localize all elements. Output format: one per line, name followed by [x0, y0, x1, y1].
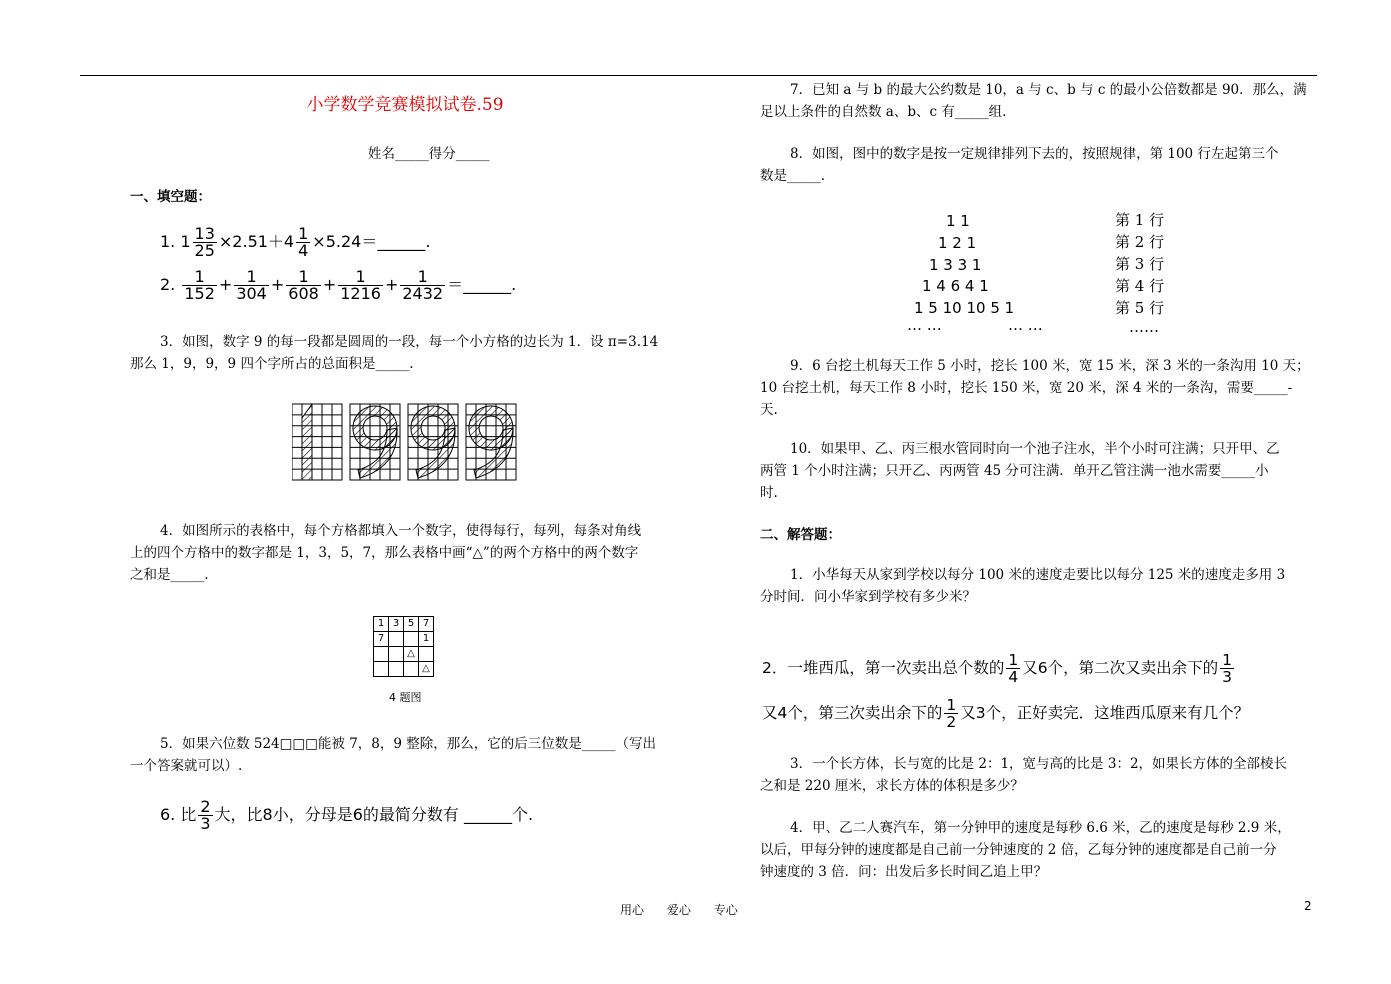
- figure-4-grid: 1 3 5 7 7 1 △ △: [373, 616, 434, 677]
- fraction: $\frac{1}{4}$: [298, 224, 309, 260]
- header-rule: [80, 75, 1317, 76]
- answer-question-1: 1．小华每天从家到学校以每分 100 米的速度走要比以每分 125 米的速度走多用 3 分时间．问小华家到学校有多少米？: [760, 567, 1286, 605]
- fraction: $\frac{1}{1216}$: [340, 267, 381, 303]
- figure-4-caption: 4 题图: [389, 691, 422, 704]
- question-1: 1. 1 $\frac{13}{25}$ ×2.51＋4 $\frac{1}{4}$ ×5.24＝______.: [160, 224, 431, 260]
- question-4: 4．如图所示的表格中，每个方格都填入一个数字，使得每行，每列，每条对角线 上的四个方格中的数字都是 1，3，5，7，那么表格中画“△”的两个方格中的两个数字 之和是_____.: [130, 523, 642, 583]
- section-solve: 二、解答题：: [760, 527, 841, 543]
- name-score-line: 姓名_____得分_____: [368, 146, 490, 162]
- triangle-row: 1 1: [946, 212, 970, 230]
- triangle-row: 1 2 1: [938, 234, 977, 252]
- fraction: $\frac{1}{3}$: [1222, 651, 1232, 686]
- question-7: 7．已知 a 与 b 的最大公约数是 10，a 与 c、b 与 c 的最小公倍数都是 90．那么，满 足以上条件的自然数 a、b、c 有_____组.: [760, 82, 1307, 120]
- number-triangle: [900, 210, 1100, 335]
- fraction: $\frac{1}{2}$: [946, 696, 957, 731]
- question-9: 9．6 台挖土机每天工作 5 小时，挖长 100 米，宽 15 米，深 3 米的一条沟用 10 天； 10 台挖土机，每天工作 8 小时，挖长 150 米，宽 20 米，深 4 米的一条沟，需要_____- 天.: [760, 358, 1310, 418]
- fraction: $\frac{1}{608}$: [288, 267, 319, 303]
- triangle-row: 1 5 10 10 5 1: [914, 299, 1015, 317]
- question-5: 5．如果六位数 524□□□能被 7，8，9 整除，那么，它的后三位数是_____（写出 一个答案就可以）.: [130, 736, 657, 774]
- triangle-row: 1 3 3 1: [929, 256, 982, 274]
- triangle-dots: … …: [907, 316, 942, 334]
- question-10: 10．如果甲、乙、丙三根水管同时向一个池子注水，半个小时可注满；只开甲、乙 两管 1 个小时注满；只开乙、丙两管 45 分可注满．单开乙管注满一池水需要_____小 时.: [760, 441, 1280, 501]
- fraction: $\frac{2}{3}$: [200, 797, 211, 833]
- row-label: 第 5 行: [1115, 299, 1165, 317]
- fraction: $\frac{1}{4}$: [1008, 651, 1019, 686]
- row-label: 第 4 行: [1115, 277, 1165, 295]
- figure-1999-grid: [292, 403, 518, 481]
- page-title: 小学数学竞赛模拟试卷.59: [306, 95, 504, 115]
- fraction: $\frac{1}{2432}$: [402, 267, 444, 303]
- fraction: $\frac{1}{152}$: [184, 267, 215, 303]
- triangle-row: 1 4 6 4 1: [922, 277, 989, 295]
- answer-question-4: 4．甲、乙二人赛汽车，第一分钟甲的速度是每秒 6.6 米，乙的速度是每秒 2.9 米， 以后，甲每分钟的速度都是自己前一分钟速度的 2 倍，乙每分钟的速度都是自己前一分 钟速度的 3 倍．问：出发后多长时间乙追上甲？: [760, 820, 1291, 880]
- answer-question-2-line1: 2．一堆西瓜，第一次卖出总个数的 $\frac{1}{4}$ 又6个，第二次又卖出余下的 $\frac{1}{3}$: [762, 651, 1232, 686]
- answer-question-3: 3．一个长方体，长与宽的比是 2：1，宽与高的比是 3：2，如果长方体的全部棱长 之和是 220 厘米，求长方体的体积是多少？: [760, 756, 1288, 794]
- page-number: 2: [1304, 899, 1312, 913]
- section-fill-in: 一、填空题：: [130, 189, 211, 205]
- question-2: 2. $\frac{1}{152}$ + $\frac{1}{304}$ + $\frac{1}{608}$ + $\frac{1}{1216}$ + $\frac{1}{2432}$ ＝______.: [160, 267, 517, 303]
- question-3: 3．如图，数字 9 的每一段都是圆周的一段，每一个小方格的边长为 1．设 π=3.14 那么 1，9，9，9 四个字所占的总面积是_____.: [130, 334, 659, 372]
- question-6: 6. 比 $\frac{2}{3}$ 大，比8小，分母是6的最简分数有 ______个.: [160, 797, 534, 833]
- fraction: $\frac{13}{25}$: [194, 224, 215, 260]
- question-8: 8．如图，图中的数字是按一定规律排列下去的，按照规律，第 100 行左起第三个 数是_____.: [760, 146, 1279, 184]
- row-labels: [1115, 209, 1164, 335]
- footer-text: 用心 爱心 专心: [620, 903, 738, 917]
- fraction: $\frac{1}{304}$: [236, 267, 267, 303]
- triangle-dots: … …: [1008, 316, 1043, 334]
- row-label: 第 3 行: [1115, 255, 1165, 273]
- row-label: ……: [1129, 318, 1159, 336]
- answer-question-2-line2: 又4个，第三次卖出余下的 $\frac{1}{2}$ 又3个，正好卖完．这堆西瓜原来有几个？: [762, 696, 1250, 731]
- row-label: 第 2 行: [1115, 233, 1165, 251]
- row-label: 第 1 行: [1115, 211, 1165, 229]
